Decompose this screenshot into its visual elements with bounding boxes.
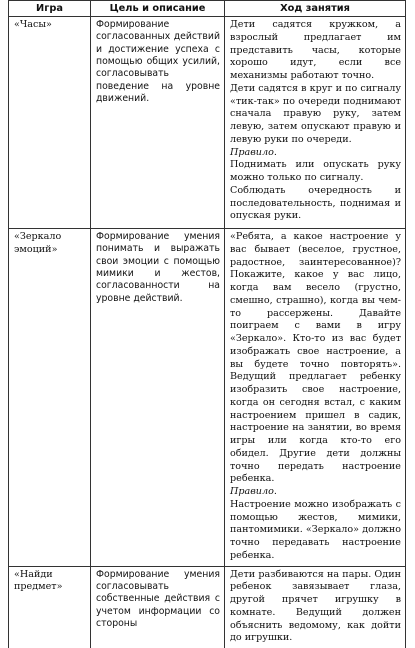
table-header-row bbox=[9, 1, 406, 17]
process-paragraph: Поднимать или опускать руку можно только по сигналу. bbox=[230, 159, 401, 184]
game-process bbox=[225, 229, 406, 567]
process-paragraph: Соблюдать очередность и последовательность, поднимая и опуская руки. bbox=[230, 184, 401, 222]
game-name: «Часы» bbox=[9, 17, 91, 229]
process-paragraph: Дети садятся кружком, а взрослый предлагает им представить часы, которые хорошо идут, если все механизмы работают точно. bbox=[230, 19, 401, 82]
game-process bbox=[225, 566, 406, 648]
process-paragraph: Настроение можно изображать с помощью жестов, мимики, пантомимики. «Зеркало» должно точно передавать настроение ребенка. bbox=[230, 498, 401, 561]
rule-heading: Правило. bbox=[230, 146, 277, 158]
rule-heading: Правило. bbox=[230, 486, 277, 498]
game-goal: Формирование умения согласовывать собственные действия с учетом информации со стороны bbox=[91, 566, 225, 648]
document-page bbox=[8, 0, 405, 644]
process-paragraph: Дети садятся в круг и по сигналу «тик-так» по очереди поднимают сначала правую руку, затем левую, затем опускают правую и левую руки по очереди. bbox=[230, 82, 401, 145]
game-process bbox=[225, 17, 406, 229]
game-goal: Формирование согласованных действий и достижение успеха с помощью общих усилий, согласовывать поведение на уровне движений. bbox=[91, 17, 225, 229]
table-row bbox=[9, 229, 406, 567]
process-paragraph: «Ребята, а какое настроение у вас бывает (веселое, грустное, радостное, заинтересованное)? Покажите, какое у вас лицо, когда вам весело (грустно, смешно, страшно), когда вы чем-то рассержены. Давайте поиграем с вами в игру «Зеркало». Кто-то из вас будет изображать свое настроение, а вы будете точно повторять». Ведущий предлагает ребенку изобразить свое настроение, когда он сегодня встал, с каким настроением пришел в садик, настроение на занятии, во время игры или когда кто-то его обидел. Другие дети должны точно передать настроение ребенка. bbox=[230, 231, 401, 485]
game-name: «Зеркало эмоций» bbox=[9, 229, 91, 567]
game-goal: Формирование умения понимать и выражать свои эмоции с помощью мимики и жестов, согласованности на уровне действий. bbox=[91, 229, 225, 567]
process-paragraph: Дети разбиваются на пары. Один ребенок завязывает глаза, другой прячет игрушку в комнате. Ведущий должен объяснить ведомому, как дойти до игрушки. bbox=[230, 568, 401, 644]
table-row bbox=[9, 566, 406, 648]
games-table bbox=[8, 0, 406, 648]
table-row bbox=[9, 17, 406, 229]
game-name: «Найди предмет» bbox=[9, 566, 91, 648]
header-goal: Цель и описание bbox=[91, 1, 225, 17]
header-process: Ход занятия bbox=[225, 1, 406, 17]
header-game: Игра bbox=[9, 1, 91, 17]
